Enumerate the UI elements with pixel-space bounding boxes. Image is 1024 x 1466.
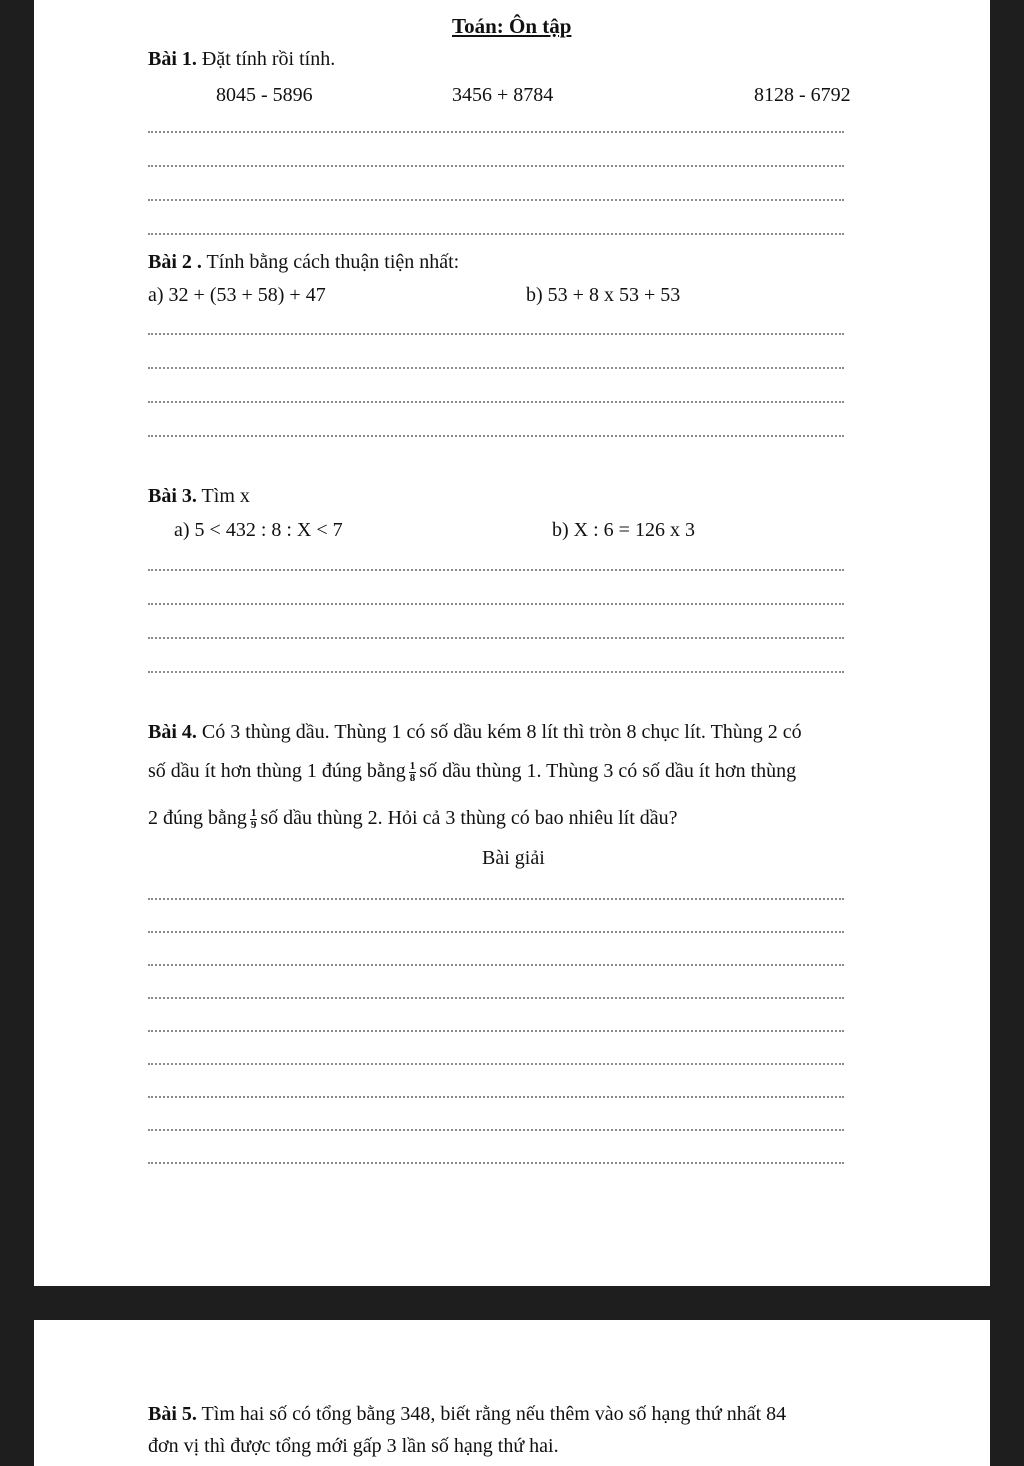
exercise-4-text-1: Có 3 thùng dầu. Thùng 1 có số dầu kém 8 lít thì tròn 8 chục lít. Thùng 2 có: [201, 721, 802, 743]
worksheet-page-1: [34, 0, 990, 1286]
answer-line: [148, 671, 844, 673]
exercise-3-part-b: b) X : 6 = 126 x 3: [552, 519, 695, 541]
exercise-2-part-b: b) 53 + 8 x 53 + 53: [526, 284, 681, 306]
exercise-4-line-2: [148, 759, 796, 784]
exercise-2-heading: [148, 250, 459, 274]
answer-line: [148, 131, 844, 133]
answer-line: [148, 1162, 844, 1164]
exercise-5-line-2: đơn vị thì được tổng mới gấp 3 lần số hạng thứ hai.: [148, 1435, 559, 1457]
answer-line: [148, 435, 844, 437]
worksheet-page-2: [34, 1320, 990, 1466]
exercise-1-heading: [148, 47, 335, 71]
answer-line: [148, 1030, 844, 1032]
exercise-5-label: Bài 5.: [148, 1403, 197, 1425]
answer-line: [148, 165, 844, 167]
exercise-3-label: Bài 3.: [148, 485, 197, 507]
exercise-4-line-1: [148, 720, 802, 744]
fraction-numerator: 1: [409, 759, 416, 772]
answer-line: [148, 603, 844, 605]
exercise-5-line-1: [148, 1402, 786, 1426]
answer-line: [148, 367, 844, 369]
fraction-numerator: 1: [250, 806, 257, 819]
exercise-4-text-2b: số dầu thùng 1. Thùng 3 có số dầu ít hơn thùng: [419, 760, 797, 782]
exercise-4-text-3b: số dầu thùng 2. Hỏi cả 3 thùng có bao nhiêu lít dầu?: [260, 807, 678, 829]
page-title: Toán: Ôn tập: [452, 14, 572, 38]
exercise-1-expression-2: 3456 + 8784: [452, 84, 554, 106]
answer-line: [148, 1096, 844, 1098]
answer-line: [148, 964, 844, 966]
answer-line: [148, 1129, 844, 1131]
exercise-2-label: Bài 2 .: [148, 251, 202, 273]
exercise-4-text-2a: số dầu ít hơn thùng 1 đúng bằng: [148, 760, 406, 782]
exercise-1-expression-1: 8045 - 5896: [216, 84, 313, 106]
answer-line: [148, 931, 844, 933]
answer-line: [148, 569, 844, 571]
answer-line: [148, 997, 844, 999]
exercise-3-part-a: a) 5 < 432 : 8 : X < 7: [174, 519, 343, 541]
answer-line: [148, 637, 844, 639]
answer-line: [148, 333, 844, 335]
exercise-3-heading: [148, 484, 250, 508]
exercise-1-instruction: Đặt tính rồi tính.: [201, 48, 336, 70]
exercise-3-instruction: Tìm x: [201, 485, 250, 507]
exercise-5-text-1: Tìm hai số có tổng bằng 348, biết rằng nếu thêm vào số hạng thứ nhất 84: [201, 1403, 787, 1425]
solution-heading: Bài giải: [482, 847, 545, 869]
answer-line: [148, 401, 844, 403]
exercise-2-part-a: a) 32 + (53 + 58) + 47: [148, 284, 326, 306]
exercise-1-expression-3: 8128 - 6792: [754, 84, 851, 106]
answer-line: [148, 1063, 844, 1065]
fraction-one-ninth: [250, 808, 258, 831]
fraction-one-eighth: [409, 761, 417, 784]
exercise-4-label: Bài 4.: [148, 721, 197, 743]
exercise-2-instruction: Tính bằng cách thuận tiện nhất:: [206, 251, 460, 273]
answer-line: [148, 233, 844, 235]
answer-line: [148, 898, 844, 900]
exercise-4-text-3a: 2 đúng bằng: [148, 807, 247, 829]
fraction-denominator: 8: [409, 771, 416, 784]
exercise-4-line-3: [148, 806, 678, 831]
exercise-1-label: Bài 1.: [148, 48, 197, 70]
fraction-denominator: 9: [250, 818, 257, 831]
answer-line: [148, 199, 844, 201]
